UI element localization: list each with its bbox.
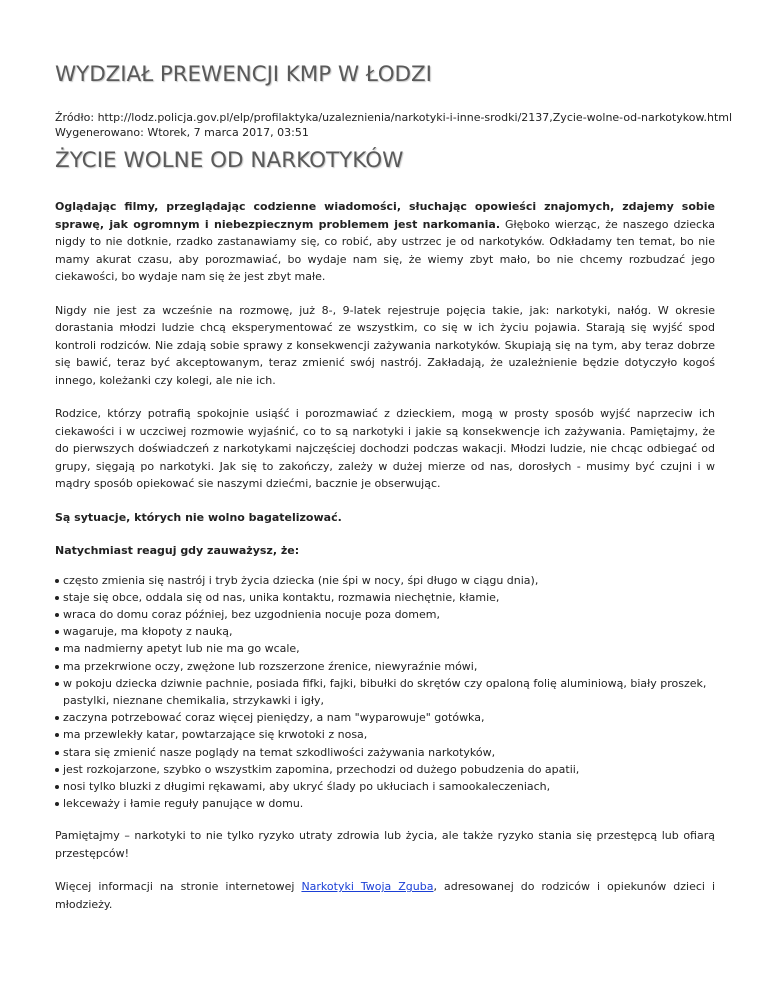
warning-sign-item — [55, 589, 715, 606]
warning-sign-text: lekceważy i łamie reguły panujące w domu. — [63, 797, 304, 811]
warning-sign-item — [55, 606, 715, 623]
more-info-prefix: Więcej informacji na stronie internetowej — [55, 880, 302, 894]
list-heading-paragraph — [55, 542, 715, 560]
warning-sign-text: nosi tylko bluzki z długimi rękawami, aby ukryć ślady po ukłuciach i samookaleczeniach, — [63, 779, 551, 793]
warning-sign-text: ma przewlekły katar, powtarzające się krwotoki z nosa, — [63, 728, 368, 742]
article-title: ŻYCIE WOLNE OD NARKOTYKÓW — [55, 148, 404, 173]
warning-sign-item — [55, 726, 715, 743]
warning-sign-text: wraca do domu coraz później, bez uzgodnienia nocuje poza domem, — [63, 607, 440, 621]
note-bold: Są sytuacje, których nie wolno bagatelizować. — [55, 510, 342, 524]
intro-rest: Głęboko wierząc, że naszego dziecka nigdy to nie dotknie, rzadko zastanawiamy się, co robić, aby ustrzec je od narkotyków. Odkładamy ten temat, bo nie mamy akurat czasu, aby porozmawiać, bo wydaje nam się, że wiemy zbyt mało, bo nie chcemy rozbudzać jego ciekawości, bo wydaje nam się że jest zbyt małe. — [55, 217, 715, 283]
warning-sign-text: staje się obce, oddala się od nas, unika kontaktu, rozmawia niechętnie, kłamie, — [63, 590, 500, 604]
warning-sign-text: ma nadmierny apetyt lub nie ma go wcale, — [63, 642, 300, 656]
bullet-icon — [55, 716, 59, 720]
organization-heading: WYDZIAŁ PREWENCJI KMP W ŁODZI — [55, 62, 432, 87]
bullet-icon — [55, 733, 59, 737]
bullet-icon — [55, 768, 59, 772]
warning-sign-text: stara się zmienić nasze poglądy na temat szkodliwości zażywania narkotyków, — [63, 745, 496, 759]
bullet-icon — [55, 682, 59, 686]
closing-paragraph: Pamiętajmy – narkotyki to nie tylko ryzyko utraty zdrowia lub życia, ale także ryzyko stania się przestępcą lub ofiarą przestępców! — [55, 829, 715, 860]
note-paragraph — [55, 509, 715, 527]
bullet-icon — [55, 802, 59, 806]
warning-sign-item — [55, 778, 715, 795]
warning-sign-text: wagaruje, ma kłopoty z nauką, — [63, 625, 233, 639]
source-line: Źródło: http://lodz.policja.gov.pl/elp/profilaktyka/uzaleznienia/narkotyki-i-inne-srodki/2137,Zycie-wolne-od-narkotykow.html — [55, 111, 733, 124]
document-meta — [55, 110, 732, 140]
paragraph-2: Nigdy nie jest za wcześnie na rozmowę, już 8-, 9-latek rejestruje pojęcia takie, jak: narkotyki, nałóg. W okresie dorastania młodzi ludzie chcą eksperymentować ze wszystkim, co się w ich życiu pojawia. Starają się wyjść spod kontroli rodziców. Nie zdają sobie sprawy z konsekwencji zażywania narkotyków. Skupiają się na tym, aby teraz dobrze się bawić, teraz być akceptowanym, teraz zmienić swój nastrój. Zakładają, że uzależnienie będzie dotyczyło kogoś innego, koleżanki czy kolegi, ale nie ich. — [55, 303, 715, 387]
more-info-paragraph — [55, 878, 715, 913]
warning-sign-item — [55, 744, 715, 761]
warning-sign-text: zaczyna potrzebować coraz więcej pieniędzy, a nam "wyparowuje" gotówka, — [63, 711, 485, 725]
warning-sign-text: jest rozkojarzone, szybko o wszystkim zapomina, przechodzi od dużego pobudzenia do apatii, — [63, 762, 580, 776]
article-body — [55, 198, 715, 929]
intro-paragraph — [55, 198, 715, 286]
generated-line: Wygenerowano: Wtorek, 7 marca 2017, 03:51 — [55, 126, 309, 139]
bullet-icon — [55, 751, 59, 755]
warning-sign-item — [55, 709, 715, 726]
warning-sign-text: w pokoju dziecka dziwnie pachnie, posiada fifki, fajki, bibułki do skrętów czy opaloną folię aluminiową, biały proszek, pastylki, nieznane chemikalia, strzykawki i igły, — [63, 676, 707, 707]
warning-sign-item — [55, 623, 715, 640]
paragraph-3: Rodzice, którzy potrafią spokojnie usiąść i porozmawiać z dzieckiem, mogą w prosty sposób wyjść naprzeciw ich ciekawości i w uczciwej rozmowie wyjaśnić, co to są narkotyki i jakie są konsekwencje ich zażywania. Pamiętajmy, że do pierwszych doświadczeń z narkotykami najczęściej dochodzi podczas wakacji. Młodzi ludzie, nie chcąc odbiegać od grupy, sięgają po narkotyki. Jak się to zakończy, zależy w dużej mierze od nas, dorosłych - musimy być czujni i w mądry sposób opiekować sie naszymi dziećmi, bacznie je obserwując. — [55, 407, 715, 490]
warning-sign-item — [55, 795, 715, 812]
bullet-icon — [55, 665, 59, 669]
warning-sign-item — [55, 761, 715, 778]
narkotyki-twoja-zguba-link[interactable]: Narkotyki Twoja Zguba — [301, 880, 434, 894]
list-heading: Natychmiast reaguj gdy zauważysz, że: — [55, 544, 300, 557]
warning-sign-text: ma przekrwione oczy, zwężone lub rozszerzone źrenice, niewyraźnie mówi, — [63, 659, 478, 673]
more-info-suffix: , adresowanej do rodziców i opiekunów dzieci i młodzieży. — [55, 880, 715, 911]
warning-signs-list — [55, 572, 715, 813]
warning-sign-item — [55, 658, 715, 675]
warning-sign-item — [55, 675, 715, 709]
warning-sign-item — [55, 572, 715, 589]
warning-sign-text: często zmienia się nastrój i tryb życia dziecka (nie śpi w nocy, śpi długo w ciągu dnia), — [63, 573, 539, 587]
intro-bold: Oglądając filmy, przeglądając codzienne wiadomości, słuchając opowieści znajomych, zdajemy sobie sprawę, jak ogromnym i niebezpiecznym problemem jest narkomania. — [55, 200, 715, 231]
bullet-icon — [55, 785, 59, 789]
bullet-icon — [55, 596, 59, 600]
bullet-icon — [55, 579, 59, 583]
bullet-icon — [55, 630, 59, 634]
bullet-icon — [55, 613, 59, 617]
bullet-icon — [55, 647, 59, 651]
warning-sign-item — [55, 640, 715, 657]
